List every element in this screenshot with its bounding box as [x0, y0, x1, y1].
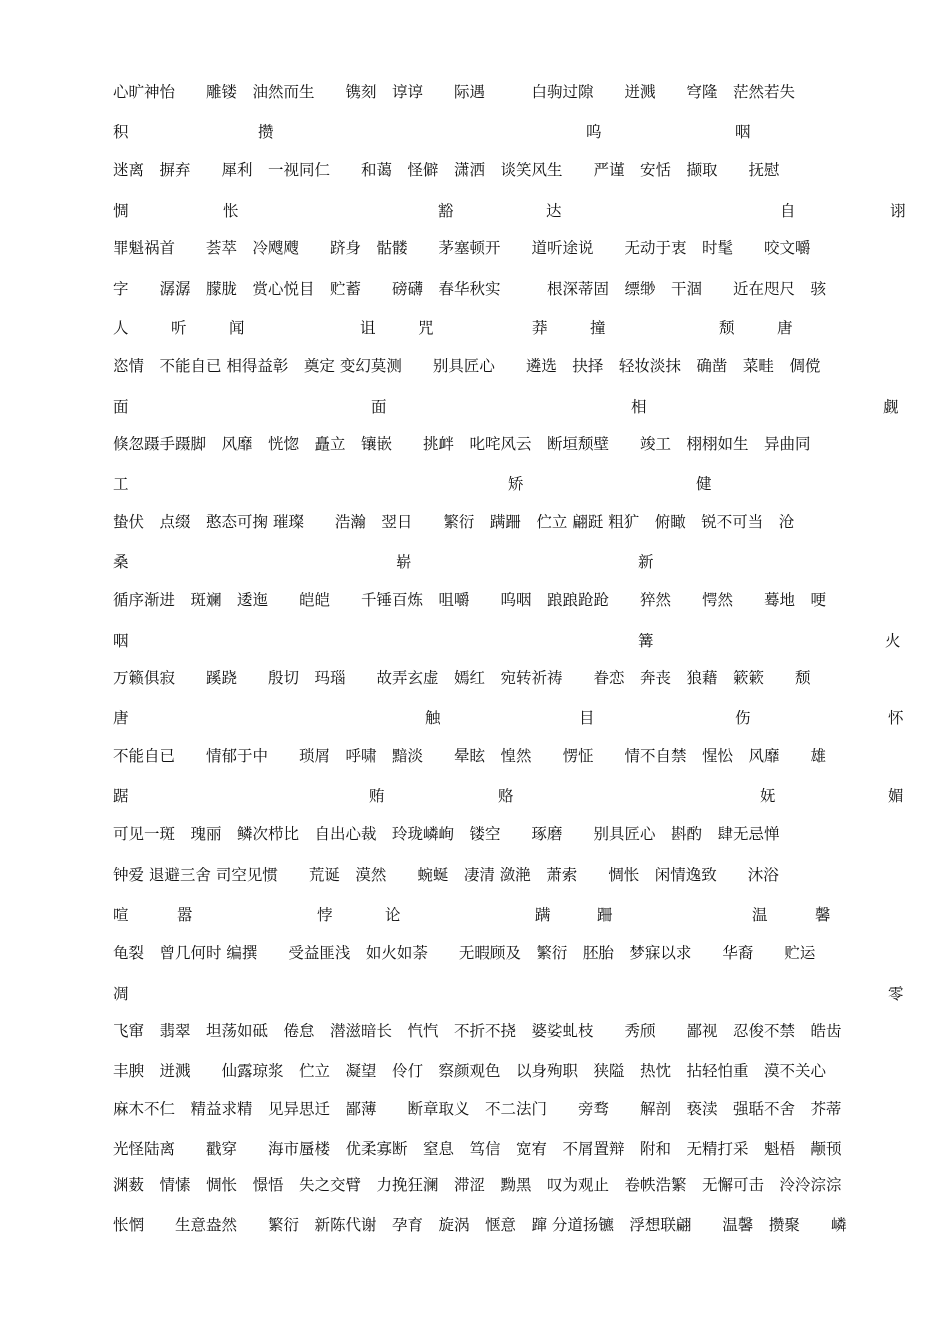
text-line — [113, 786, 905, 806]
line-character: 咽 — [113, 632, 129, 650]
text-line: 循序渐进 斑斓 逶迤 皑皑 千锤百炼 咀嚼 呜咽 踉踉跄跄 猝然 愕然 蓦地 哽 — [113, 591, 827, 609]
line-character: 火 — [885, 632, 901, 650]
line-character: 惆 — [113, 202, 129, 220]
text-line: 字 潺潺 朦胧 赏心悦目 贮蓄 磅礴 春华秋实 根深蒂固 缥缈 干涸 近在咫尺 骇 — [113, 280, 827, 298]
line-character: 颓 — [719, 319, 735, 337]
text-line: 龟裂 曾几何时 编撰 受益匪浅 如火如荼 无暇顾及 繁衍 胚胎 梦寐以求 华裔 贮运 — [113, 944, 816, 962]
text-line: 可见一斑 瑰丽 鳞次栉比 自出心裁 玲珑嶙峋 镂空 琢磨 别具匠心 斟酌 肆无忌惮 — [113, 825, 780, 843]
line-character: 嚣 — [177, 906, 193, 924]
line-character: 撞 — [590, 319, 606, 337]
line-character: 温 — [752, 906, 768, 924]
line-character: 凋 — [113, 985, 129, 1003]
line-character: 面 — [113, 398, 129, 416]
text-line: 渊薮 情愫 惆怅 憬悟 失之交臂 力挽狂澜 滞涩 黝黑 叹为观止 卷帙浩繁 无懈可击 泠泠淙淙 — [113, 1176, 842, 1194]
line-character: 诩 — [890, 202, 906, 220]
line-character: 健 — [696, 475, 712, 493]
line-character: 怅 — [223, 202, 239, 220]
line-character: 唐 — [113, 709, 129, 727]
text-line: 钟爱 退避三舍 司空见惯 荒诞 漠然 蜿蜒 凄清 潋滟 萧索 惆怅 闲情逸致 沐浴 — [113, 866, 779, 884]
text-line — [113, 201, 905, 221]
line-character: 面 — [371, 398, 387, 416]
line-character: 悖 — [317, 906, 333, 924]
line-character: 馨 — [815, 906, 831, 924]
line-character: 豁 — [438, 202, 454, 220]
text-line: 心旷神怡 雕镂 油然而生 镌刻 谆谆 际遇 白驹过隙 迸溅 穹隆 茫然若失 — [113, 83, 796, 101]
text-line — [113, 122, 905, 142]
line-character: 莽 — [532, 319, 548, 337]
text-line — [113, 474, 905, 494]
line-character: 跚 — [597, 906, 613, 924]
text-line: 蛰伏 点缀 憨态可掬 璀璨 浩瀚 翌日 繁衍 蹒跚 伫立 翩跹 粗犷 俯瞰 锐不可当 沧 — [113, 513, 795, 531]
line-character: 攒 — [258, 123, 274, 141]
text-line: 丰腴 迸溅 仙露琼浆 伫立 凝望 伶仃 察颜观色 以身殉职 狭隘 热忱 拈轻怕重 漠不关心 — [113, 1062, 827, 1080]
text-line — [113, 318, 905, 338]
line-character: 怀 — [888, 709, 904, 727]
line-character: 闻 — [229, 319, 245, 337]
text-line — [113, 708, 905, 728]
line-character: 咒 — [418, 319, 434, 337]
text-line: 光怪陆离 戳穿 海市蜃楼 优柔寡断 窒息 笃信 宽宥 不屑置辩 附和 无精打采 魁梧 颟顸 — [113, 1140, 842, 1158]
text-line — [113, 984, 905, 1004]
line-character: 呜 — [586, 123, 602, 141]
line-character: 唐 — [777, 319, 793, 337]
line-character: 觑 — [883, 398, 899, 416]
text-line — [113, 905, 905, 925]
line-character: 桑 — [113, 553, 129, 571]
line-character: 赂 — [498, 787, 514, 805]
line-character: 工 — [113, 475, 129, 493]
text-line — [113, 631, 905, 651]
line-character: 咽 — [735, 123, 751, 141]
text-line: 迷离 摒弃 犀利 一视同仁 和蔼 怪僻 潇洒 谈笑风生 严谨 安恬 撷取 抚慰 — [113, 161, 780, 179]
line-character: 篝 — [638, 632, 654, 650]
line-character: 积 — [113, 123, 129, 141]
line-character: 诅 — [360, 319, 376, 337]
line-character: 自 — [780, 202, 796, 220]
line-character: 目 — [579, 709, 595, 727]
text-line: 飞窜 翡翠 坦荡如砥 倦怠 潜滋暗长 忾忾 不折不挠 婆娑虬枝 秀颀 鄙视 忍俊不禁 皓齿 — [113, 1022, 842, 1040]
line-character: 蹒 — [535, 906, 551, 924]
text-line: 不能自已 情郁于中 琐屑 呼啸 黯淡 晕眩 惶然 愣怔 情不自禁 惺忪 风靡 雄 — [113, 747, 827, 765]
line-character: 论 — [385, 906, 401, 924]
text-line — [113, 552, 905, 572]
line-character: 达 — [546, 202, 562, 220]
line-character: 新 — [638, 553, 654, 571]
text-line: 怅惘 生意盎然 繁衍 新陈代谢 孕育 旋涡 惬意 蹿 分道扬镳 浮想联翩 温馨 攒聚 嶙 — [113, 1216, 847, 1234]
line-character: 妩 — [760, 787, 776, 805]
line-character: 矫 — [508, 475, 524, 493]
line-character: 媚 — [888, 787, 904, 805]
line-character: 相 — [631, 398, 647, 416]
line-character: 伤 — [735, 709, 751, 727]
text-line: 恣情 不能自已 相得益彰 奠定 变幻莫测 别具匠心 遴选 抉择 轻妆淡抹 确凿 菜畦 倜傥 — [113, 357, 821, 375]
line-character: 触 — [425, 709, 441, 727]
line-character: 喧 — [113, 906, 129, 924]
line-character: 听 — [171, 319, 187, 337]
line-character: 贿 — [369, 787, 385, 805]
line-character: 零 — [888, 985, 904, 1003]
line-character: 人 — [113, 319, 129, 337]
text-line: 麻木不仁 精益求精 见异思迁 鄙薄 断章取义 不二法门 旁骛 解剖 亵渎 强聒不舍 芥蒂 — [113, 1100, 842, 1118]
line-character: 踞 — [113, 787, 129, 805]
text-line: 万籁俱寂 蹊跷 殷切 玛瑙 故弄玄虚 嫣红 宛转祈祷 眷恋 奔丧 狼藉 簌簌 颓 — [113, 669, 811, 687]
text-line: 罪魁祸首 荟萃 冷飕飕 跻身 骷髅 茅塞顿开 道听途说 无动于衷 时髦 咬文嚼 — [113, 239, 811, 257]
text-line: 倏忽蹑手蹑脚 风靡 恍惚 矗立 镶嵌 挑衅 叱咤风云 断垣颓壁 竣工 栩栩如生 异曲同 — [113, 435, 811, 453]
line-character: 崭 — [396, 553, 412, 571]
text-line — [113, 397, 905, 417]
